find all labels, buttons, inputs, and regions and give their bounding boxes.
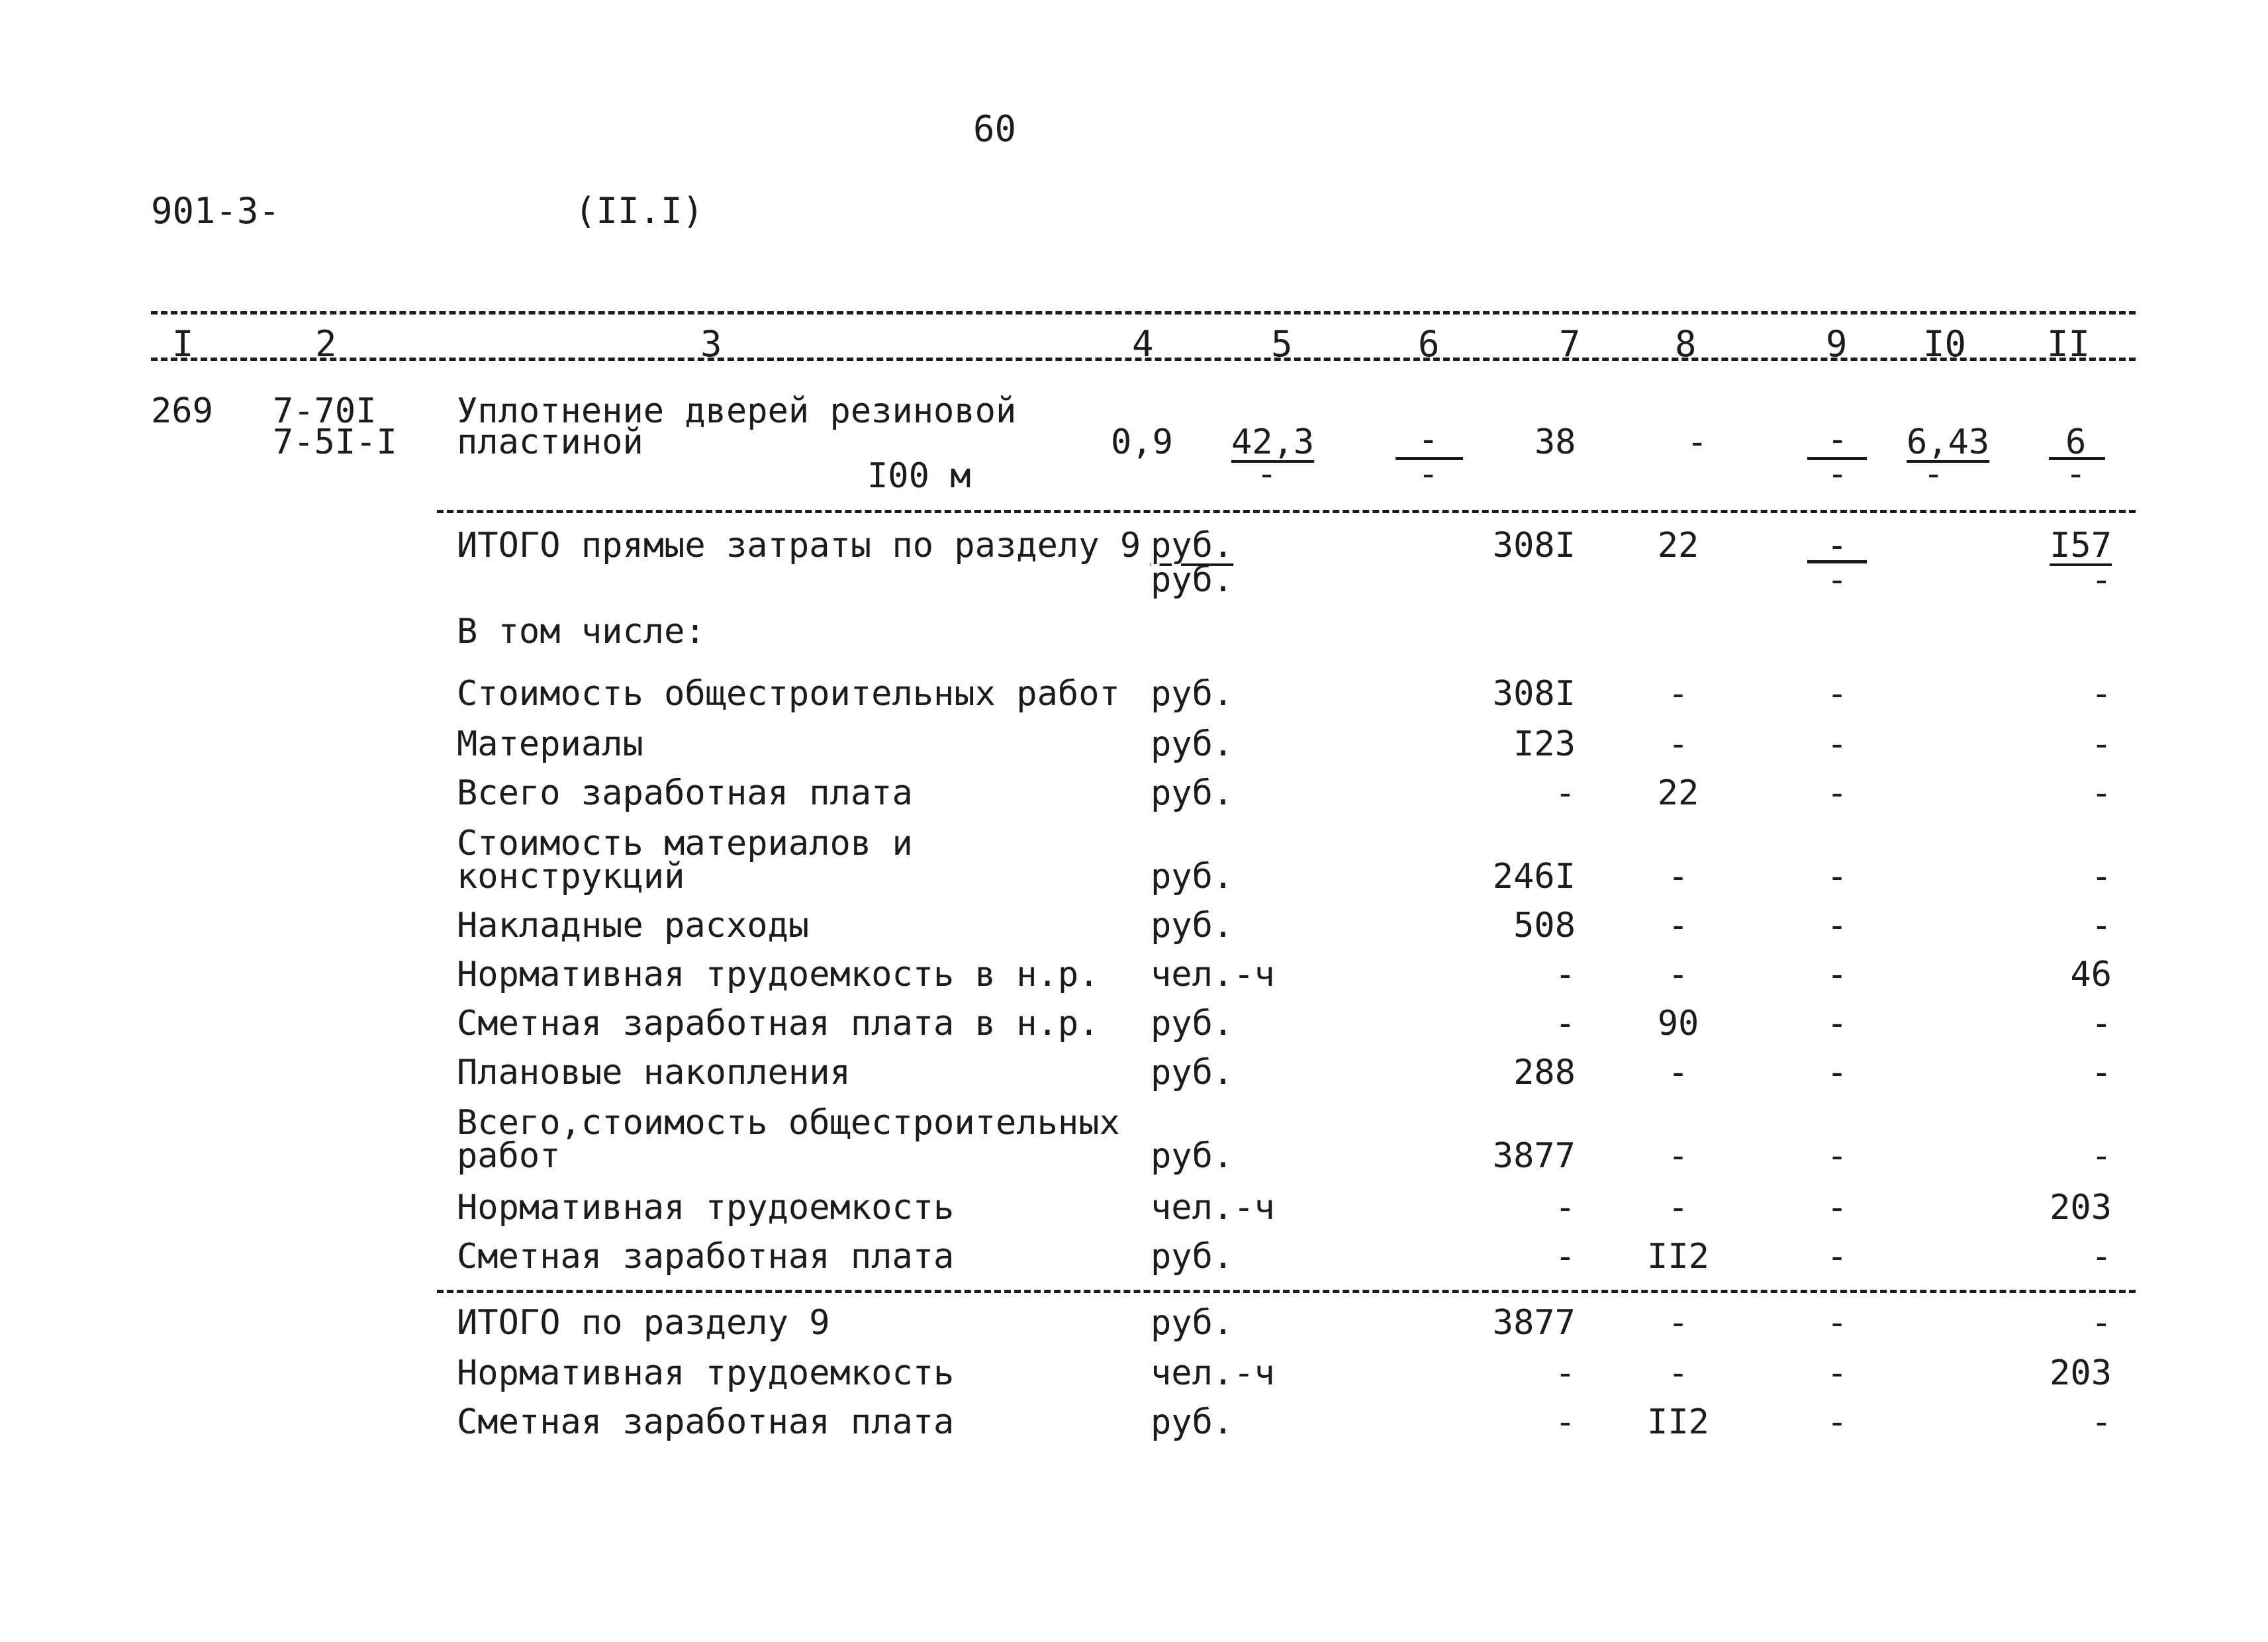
breakdown-label: Стоимость общестроительных работ <box>457 674 1120 714</box>
breakdown-col11: - <box>2091 724 2112 764</box>
total-direct-col11: I57 <box>2050 526 2112 565</box>
item-col7-value: 38 <box>1535 422 1576 462</box>
total-direct-unit-top: руб. <box>1151 526 1234 565</box>
item-bottom-rule <box>437 510 2136 513</box>
breakdown-col8: 22 <box>1657 773 1699 813</box>
section-total-col9: - <box>1826 1402 1848 1442</box>
breakdown-label: Всего заработная плата <box>457 773 913 813</box>
item-col11-sub: - <box>2065 454 2087 494</box>
breakdown-unit: руб. <box>1151 1237 1234 1277</box>
breakdown-col9: - <box>1826 1188 1848 1228</box>
breakdown-col7: - <box>1554 1188 1576 1228</box>
column-header-11: II <box>2047 323 2091 365</box>
breakdown-label-cont: конструкций <box>457 857 685 896</box>
breakdown-col7: 246I <box>1492 857 1576 896</box>
breakdown-col11: - <box>2091 906 2112 945</box>
breakdown-col8: - <box>1668 955 1689 994</box>
breakdown-col8: 90 <box>1657 1004 1699 1043</box>
section-total-col7: - <box>1554 1402 1576 1442</box>
breakdown-col9: - <box>1826 906 1848 945</box>
breakdown-unit: чел.-ч <box>1151 955 1275 994</box>
breakdown-label: Плановые накопления <box>457 1053 851 1092</box>
section-total-unit: руб. <box>1151 1303 1234 1343</box>
total-direct-col11-sub: - <box>2091 560 2112 600</box>
breakdown-unit: руб. <box>1151 773 1234 813</box>
column-header-4: 4 <box>1132 323 1154 365</box>
breakdown-col11: - <box>2091 857 2112 896</box>
breakdown-col7: 508 <box>1513 906 1576 945</box>
item-col9-sub: - <box>1827 454 1848 494</box>
section-total-label: ИТОГО по разделу 9 <box>457 1303 830 1343</box>
item-col10-sub: - <box>1923 454 1944 494</box>
breakdown-unit: руб. <box>1151 1053 1234 1092</box>
breakdown-col8: - <box>1668 674 1689 714</box>
breakdown-col7: - <box>1554 773 1576 813</box>
breakdown-unit: чел.-ч <box>1151 1188 1275 1228</box>
section-total-unit: чел.-ч <box>1151 1353 1275 1393</box>
breakdown-col11: - <box>2091 773 2112 813</box>
section-total-col11: - <box>2091 1402 2112 1442</box>
item-description-line1: Уплотнение дверей резиновой <box>457 391 1017 431</box>
breakdown-label: Нормативная трудоемкость в н.р. <box>457 955 1100 994</box>
breakdown-col8: - <box>1668 1136 1689 1176</box>
breakdown-col11: 203 <box>2050 1188 2112 1228</box>
item-col10-value: 6,43 <box>1907 422 1990 462</box>
item-col11-value: 6 <box>2065 422 2087 462</box>
section-total-label: Нормативная трудоемкость <box>457 1353 955 1393</box>
breakdown-col9: - <box>1826 674 1848 714</box>
breakdown-col11: - <box>2091 674 2112 714</box>
breakdown-col8: II2 <box>1647 1237 1709 1277</box>
section-total-col8: - <box>1668 1353 1689 1393</box>
section-total-col7: - <box>1554 1353 1576 1393</box>
breakdown-label: Стоимость материалов и <box>457 824 913 863</box>
breakdown-unit: руб. <box>1151 857 1234 896</box>
breakdown-col9: - <box>1826 955 1848 994</box>
column-header-3: 3 <box>700 323 722 365</box>
breakdown-col9: - <box>1826 724 1848 764</box>
document-section: (II.I) <box>575 190 704 232</box>
breakdown-col11: 46 <box>2070 955 2112 994</box>
breakdown-col11: - <box>2091 1136 2112 1176</box>
breakdown-col7: 308I <box>1492 674 1576 714</box>
total-direct-label: ИТОГО прямые затраты по разделу 9 <box>457 526 1141 565</box>
breakdown-label-cont: работ <box>457 1136 561 1176</box>
breakdown-col8: - <box>1668 857 1689 896</box>
item-col5-sub: - <box>1256 454 1278 494</box>
column-header-5: 5 <box>1271 323 1293 365</box>
breakdown-col9: - <box>1826 1237 1848 1277</box>
breakdown-col7: 3877 <box>1492 1136 1576 1176</box>
item-col4-value: 0,9 <box>1111 422 1173 462</box>
breakdown-col8: - <box>1668 724 1689 764</box>
breakdown-label: Сметная заработная плата в н.р. <box>457 1004 1100 1043</box>
breakdown-col9: - <box>1826 773 1848 813</box>
breakdown-label: Накладные расходы <box>457 906 810 945</box>
breakdown-col7: I23 <box>1513 724 1576 764</box>
section-total-col8: - <box>1668 1303 1689 1343</box>
section-total-col11: 203 <box>2050 1353 2112 1393</box>
breakdown-unit: руб. <box>1151 1004 1234 1043</box>
breakdown-col7: - <box>1554 1004 1576 1043</box>
section-total-rule <box>437 1290 2136 1293</box>
page-number: 60 <box>973 108 1017 150</box>
including-label: В том числе: <box>457 612 706 652</box>
total-direct-col9: - <box>1826 526 1848 565</box>
item-col5-value: 42,3 <box>1231 422 1315 462</box>
breakdown-unit: руб. <box>1151 906 1234 945</box>
column-header-8: 8 <box>1675 323 1697 365</box>
breakdown-label: Всего,стоимость общестроительных <box>457 1103 1120 1143</box>
column-header-10: I0 <box>1923 323 1967 365</box>
item-unit: I00 м <box>867 456 971 496</box>
breakdown-label: Нормативная трудоемкость <box>457 1188 955 1228</box>
breakdown-col9: - <box>1826 1004 1848 1043</box>
breakdown-col11: - <box>2091 1053 2112 1092</box>
section-total-unit: руб. <box>1151 1402 1234 1442</box>
total-direct-col7: 308I <box>1492 526 1576 565</box>
breakdown-col8: - <box>1668 906 1689 945</box>
breakdown-col9: - <box>1826 1136 1848 1176</box>
item-col6-value: - <box>1418 420 1439 459</box>
breakdown-label: Материалы <box>457 724 643 764</box>
column-header-2: 2 <box>315 323 337 365</box>
breakdown-col11: - <box>2091 1237 2112 1277</box>
column-header-9: 9 <box>1826 323 1848 365</box>
header-bottom-rule <box>151 358 2136 361</box>
document-code: 901-3- <box>151 190 281 232</box>
breakdown-col9: - <box>1826 857 1848 896</box>
item-col8-value: - <box>1687 422 1708 462</box>
item-code-1: 7-70I <box>273 391 377 431</box>
breakdown-col7: - <box>1554 1237 1576 1277</box>
section-total-col8: II2 <box>1647 1402 1709 1442</box>
table-top-rule <box>151 311 2136 314</box>
section-total-col9: - <box>1826 1353 1848 1393</box>
breakdown-unit: руб. <box>1151 674 1234 714</box>
column-header-1: I <box>172 323 194 365</box>
total-direct-col9-sub: - <box>1826 560 1848 600</box>
column-header-6: 6 <box>1418 323 1440 365</box>
breakdown-col9: - <box>1826 1053 1848 1092</box>
column-header-7: 7 <box>1559 323 1581 365</box>
section-total-col11: - <box>2091 1303 2112 1343</box>
breakdown-unit: руб. <box>1151 724 1234 764</box>
breakdown-col8: - <box>1668 1188 1689 1228</box>
breakdown-label: Сметная заработная плата <box>457 1237 955 1277</box>
breakdown-col7: - <box>1554 955 1576 994</box>
breakdown-col11: - <box>2091 1004 2112 1043</box>
total-direct-col8: 22 <box>1657 526 1699 565</box>
item-col6-sub: - <box>1418 454 1439 494</box>
item-code-2: 7-5I-I <box>273 422 397 462</box>
section-total-label: Сметная заработная плата <box>457 1402 955 1442</box>
breakdown-col8: - <box>1668 1053 1689 1092</box>
breakdown-unit: руб. <box>1151 1136 1234 1176</box>
item-col9-value: - <box>1827 420 1848 459</box>
total-direct-unit-bottom: руб. <box>1151 560 1234 600</box>
breakdown-col7: 288 <box>1513 1053 1576 1092</box>
item-number: 269 <box>151 391 213 431</box>
item-description-line2: пластиной <box>457 422 643 462</box>
section-total-col7: 3877 <box>1492 1303 1576 1343</box>
section-total-col9: - <box>1826 1303 1848 1343</box>
